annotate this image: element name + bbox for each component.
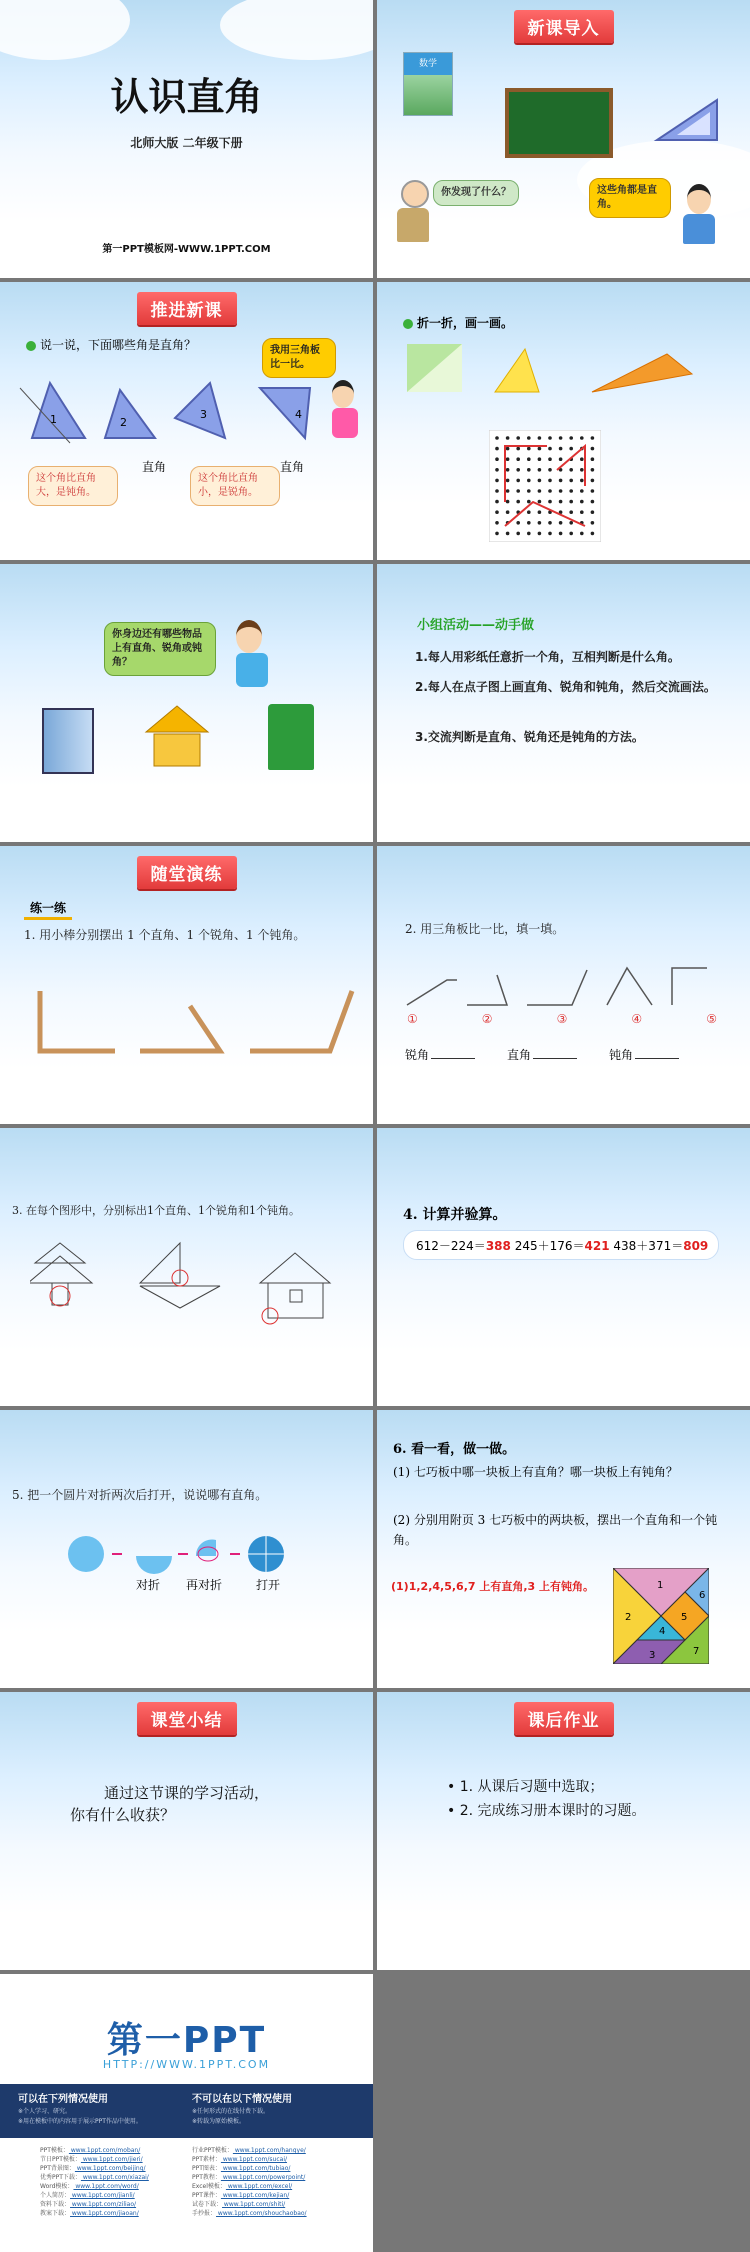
- grid-dot: [516, 479, 520, 483]
- grid-dot: [580, 436, 584, 440]
- grid-dot: [580, 510, 584, 514]
- grid-dot: [559, 521, 563, 525]
- grid-dot: [569, 532, 573, 536]
- blank-right[interactable]: 直角: [507, 1046, 577, 1063]
- note-acute: 这个角比直角小，是锐角。: [190, 466, 280, 506]
- svg-text:7: 7: [693, 1646, 700, 1657]
- right-angle-label-2: 直角: [280, 460, 305, 474]
- grid-dot: [591, 532, 595, 536]
- svg-text:4: 4: [295, 408, 302, 421]
- question-text: 4. 计算并验算。: [403, 1207, 507, 1223]
- grid-dot: [527, 479, 531, 483]
- svg-text:2: 2: [625, 1612, 632, 1623]
- grid-dot: [506, 447, 510, 451]
- grid-dot: [516, 532, 520, 536]
- blank-acute[interactable]: 锐角: [405, 1046, 475, 1063]
- slide-calculate[interactable]: [377, 1128, 750, 1406]
- homework-item-1: • 1. 从课后习题中选取；: [447, 1779, 604, 1795]
- svg-text:3: 3: [649, 1650, 656, 1661]
- grid-dot: [591, 479, 595, 483]
- grid-dot: [548, 521, 552, 525]
- right-angle-label-1: 直角: [142, 460, 167, 474]
- instruction-text: 折一折，画一画。: [403, 314, 513, 331]
- credit-link-row[interactable]: Excel模板： www.1ppt.com/excel/: [192, 2183, 293, 2190]
- grid-dot: [495, 457, 499, 461]
- slide-group-activity[interactable]: [377, 564, 750, 842]
- grid-dot: [495, 521, 499, 525]
- grid-dot: [591, 468, 595, 472]
- equation-line: 612－224＝388 245＋176＝421 438＋371＝809: [416, 1239, 709, 1253]
- grid-dot: [527, 468, 531, 472]
- svg-text:6: 6: [699, 1590, 706, 1601]
- grid-dot: [506, 457, 510, 461]
- grid-dot: [495, 468, 499, 472]
- trash-bin-image: [268, 704, 314, 770]
- credit-link-row[interactable]: 行业PPT模板： www.1ppt.com/hangye/: [192, 2147, 306, 2154]
- step-label-1: 对折: [136, 1578, 161, 1592]
- question-heading: 6. 看一看，做一做。: [393, 1442, 516, 1457]
- question-text: 5. 把一个圆片对折两次后打开，说说哪有直角。: [12, 1488, 268, 1502]
- grid-dot: [580, 489, 584, 493]
- grid-dot: [516, 457, 520, 461]
- credit-link-row[interactable]: PPT课件： www.1ppt.com/kejian/: [192, 2192, 290, 2199]
- grid-dot: [495, 510, 499, 514]
- svg-text:1: 1: [657, 1580, 664, 1591]
- activity-item-2: 2.每人在点子图上画直角、锐角和钝角，然后交流画法。: [415, 680, 716, 694]
- empty-cell: [377, 1974, 750, 2250]
- credit-link-row[interactable]: PPT背景图： www.1ppt.com/beijing/: [40, 2165, 146, 2172]
- grid-dot: [538, 500, 542, 504]
- slide-tangram[interactable]: [377, 1410, 750, 1688]
- grid-dot: [548, 500, 552, 504]
- slide-intro[interactable]: [377, 0, 750, 278]
- usage-panel: 可以在下列情况使用 ※个人学习、研究。 ※用在模板中的内容用于展示PPT作品中使用。 不可以在以下情况使用 ※任何形式的在线付费下载。 ※转载为原始模板。: [0, 2084, 373, 2138]
- credit-link-row[interactable]: PPT图表： www.1ppt.com/tubiao/: [192, 2165, 291, 2172]
- grid-dot: [548, 457, 552, 461]
- grid-dot: [548, 532, 552, 536]
- tangram-figure: [613, 1568, 709, 1664]
- section-tag: 课堂小结: [137, 1702, 237, 1735]
- grid-dot: [559, 457, 563, 461]
- folded-paper-figure: [407, 344, 717, 394]
- grid-dot: [516, 436, 520, 440]
- teacher-figure: [397, 180, 429, 242]
- grid-dot: [506, 468, 510, 472]
- grid-dot: [538, 447, 542, 451]
- section-tag: 新课导入: [514, 10, 614, 43]
- bubble-left: 你发现了什么？: [433, 180, 519, 206]
- grid-dot: [495, 500, 499, 504]
- grid-dot: [506, 532, 510, 536]
- grid-dot: [591, 457, 595, 461]
- grid-dot: [506, 500, 510, 504]
- grid-dot: [506, 489, 510, 493]
- links-left: [40, 2146, 190, 2218]
- grid-dot: [569, 510, 573, 514]
- grid-dot: [569, 489, 573, 493]
- grid-dot: [580, 479, 584, 483]
- boy-figure: [236, 620, 270, 690]
- svg-text:4: 4: [659, 1626, 666, 1637]
- grid-dot: [548, 489, 552, 493]
- math-book-image: 数学: [403, 52, 453, 116]
- grid-dot: [580, 457, 584, 461]
- grid-dot: [495, 447, 499, 451]
- blackboard-image: [505, 88, 613, 158]
- credit-link-row[interactable]: PPT教程： www.1ppt.com/powerpoint/: [192, 2174, 306, 2181]
- grid-dot: [580, 500, 584, 504]
- angle-numbers: ① ② ③ ④ ⑤: [407, 1012, 717, 1026]
- grid-dot: [580, 532, 584, 536]
- slide-compare-fill[interactable]: [377, 846, 750, 1124]
- grid-dot: [495, 436, 499, 440]
- grid-dot: [538, 436, 542, 440]
- grid-dot: [569, 500, 573, 504]
- credit-link-row[interactable]: PPT素材： www.1ppt.com/sucai/: [192, 2156, 288, 2163]
- slide-practice[interactable]: [0, 846, 373, 1124]
- answer-text: (1)1,2,4,5,6,7 上有直角,3 上有钝角。: [391, 1580, 595, 1593]
- grid-dot: [559, 500, 563, 504]
- grid-dot: [538, 510, 542, 514]
- credit-link-row[interactable]: Word模板： www.1ppt.com/word/: [40, 2183, 139, 2190]
- grid-dot: [495, 532, 499, 536]
- question-2: (2) 分别用附页 3 七巧板中的两块板，摆出一个直角和一个钝角。: [393, 1513, 718, 1547]
- activity-item-3: 3.交流判断是直角、锐角还是钝角的方法。: [415, 730, 644, 744]
- slide-credits[interactable]: [0, 1974, 373, 2252]
- credit-link-row[interactable]: 资料下载： www.1ppt.com/ziliao/: [40, 2201, 137, 2208]
- grid-dot: [516, 468, 520, 472]
- credit-link-row[interactable]: 手抄报： www.1ppt.com/shouchaobao/: [192, 2210, 307, 2217]
- activity-item-1: 1.每人用彩纸任意折一个角，互相判断是什么角。: [415, 650, 680, 664]
- grid-dot: [527, 521, 531, 525]
- summary-line-1: 通过这节课的学习活动，: [104, 1784, 270, 1802]
- question-text: 3. 在每个图形中，分别标出1个直角、1个锐角和1个钝角。: [12, 1204, 300, 1217]
- slide-subtitle: 北师大版 二年级下册: [130, 136, 243, 150]
- fridge-image: [42, 708, 94, 774]
- grid-dot: [569, 479, 573, 483]
- grid-dot: [559, 532, 563, 536]
- links-right: [192, 2146, 362, 2218]
- credit-link-row[interactable]: 教案下载： www.1ppt.com/jiaoan/: [40, 2210, 139, 2217]
- slide-homework[interactable]: [377, 1692, 750, 1970]
- grid-dot: [548, 436, 552, 440]
- grid-dot: [559, 436, 563, 440]
- brand-url[interactable]: HTTP://WWW.1PPT.COM: [102, 2058, 271, 2071]
- slide-footer: 第一PPT模板网-WWW.1PPT.COM: [102, 244, 271, 255]
- slide-new-lesson[interactable]: [0, 282, 373, 560]
- equations-box: [403, 1230, 719, 1260]
- section-tag: 课后作业: [514, 1702, 614, 1735]
- grid-dot: [516, 489, 520, 493]
- grid-dot: [569, 521, 573, 525]
- grid-dot: [538, 468, 542, 472]
- grid-dot: [527, 489, 531, 493]
- grid-dot: [527, 436, 531, 440]
- slide-title[interactable]: [0, 0, 373, 278]
- section-tag: 随堂演练: [137, 856, 237, 889]
- grid-dot: [580, 468, 584, 472]
- slide-mark-angles[interactable]: [0, 1128, 373, 1406]
- fold-steps-figure: [66, 1534, 316, 1574]
- summary-line-2: 你有什么收获？: [70, 1806, 176, 1824]
- step-label-2: 再对折: [186, 1578, 223, 1592]
- brand-logo: 第一PPT: [106, 2020, 267, 2061]
- grid-dot: [548, 479, 552, 483]
- credit-link-row[interactable]: 节日PPT模板： www.1ppt.com/jieri/: [40, 2156, 143, 2163]
- dot-grid: [489, 430, 601, 542]
- grid-dot: [516, 521, 520, 525]
- credit-link-row[interactable]: 个人简历： www.1ppt.com/jianli/: [40, 2192, 135, 2199]
- triangles-figure: [10, 378, 340, 448]
- angles-figure: [397, 960, 717, 1010]
- grid-dot: [538, 457, 542, 461]
- grid-dot: [527, 500, 531, 504]
- question-text: 说一说，下面哪些角是直角？: [26, 336, 196, 353]
- grid-dot: [569, 436, 573, 440]
- grid-dot: [569, 468, 573, 472]
- svg-text:1: 1: [50, 413, 57, 426]
- grid-dot: [559, 479, 563, 483]
- shapes-figure: [30, 1238, 350, 1348]
- bubble-question: 你身边还有哪些物品上有直角、锐角或钝角？: [104, 622, 216, 676]
- grid-dot: [591, 436, 595, 440]
- practice-badge: 练一练: [24, 898, 72, 920]
- grid-dot: [495, 479, 499, 483]
- grid-dot: [569, 447, 573, 451]
- activity-title: 小组活动——动手做: [417, 618, 535, 633]
- slide-fold-draw[interactable]: [377, 282, 750, 560]
- grid-dot: [527, 447, 531, 451]
- step-label-3: 打开: [256, 1578, 281, 1592]
- grid-dot: [538, 479, 542, 483]
- grid-dot: [506, 436, 510, 440]
- grid-dot: [548, 447, 552, 451]
- basket-image: [144, 704, 210, 770]
- bubble-compare: 我用三角板比一比。: [262, 338, 336, 378]
- grid-dot: [548, 468, 552, 472]
- grid-dot: [591, 510, 595, 514]
- grid-dot: [527, 532, 531, 536]
- credit-link-row[interactable]: 优秀PPT下载： www.1ppt.com/xiazai/: [40, 2174, 149, 2181]
- grid-dot: [516, 447, 520, 451]
- set-square-image: [652, 95, 722, 145]
- grid-dot: [538, 521, 542, 525]
- question-text: 2. 用三角板比一比，填一填。: [405, 922, 565, 936]
- svg-text:5: 5: [681, 1612, 688, 1623]
- grid-dot: [495, 489, 499, 493]
- credit-link-row[interactable]: 试卷下载： www.1ppt.com/shiti/: [192, 2201, 286, 2208]
- slide-surroundings[interactable]: [0, 564, 373, 842]
- grid-dot: [516, 500, 520, 504]
- svg-text:3: 3: [200, 408, 207, 421]
- grid-dot: [506, 510, 510, 514]
- grid-dot: [591, 447, 595, 451]
- grid-dot: [527, 510, 531, 514]
- slide-summary[interactable]: [0, 1692, 373, 1970]
- grid-dot: [591, 521, 595, 525]
- homework-item-2: • 2. 完成练习册本课时的习题。: [447, 1803, 646, 1819]
- bubble-right: 这些角都是直角。: [589, 178, 671, 218]
- sticks-figure: [30, 986, 360, 1056]
- slide-fold-circle[interactable]: [0, 1410, 373, 1688]
- grid-dot: [538, 532, 542, 536]
- note-obtuse: 这个角比直角大，是钝角。: [28, 466, 118, 506]
- grid-dot: [591, 489, 595, 493]
- question-text: 1. 用小棒分别摆出 1 个直角、1 个锐角、1 个钝角。: [24, 928, 306, 942]
- svg-text:2: 2: [120, 416, 127, 429]
- grid-dot: [591, 500, 595, 504]
- slide-title-text: 认识直角: [110, 75, 263, 119]
- boy-figure: [683, 184, 715, 246]
- question-1: (1) 七巧板中哪一块板上有直角？哪一块板上有钝角？: [393, 1465, 678, 1479]
- section-tag: 推进新课: [137, 292, 237, 325]
- grid-dot: [559, 489, 563, 493]
- credit-link-row[interactable]: PPT模板： www.1ppt.com/moban/: [40, 2147, 141, 2154]
- grid-dot: [538, 489, 542, 493]
- grid-dot: [559, 447, 563, 451]
- blank-obtuse[interactable]: 钝角: [609, 1046, 679, 1063]
- grid-dot: [527, 457, 531, 461]
- grid-dot: [506, 479, 510, 483]
